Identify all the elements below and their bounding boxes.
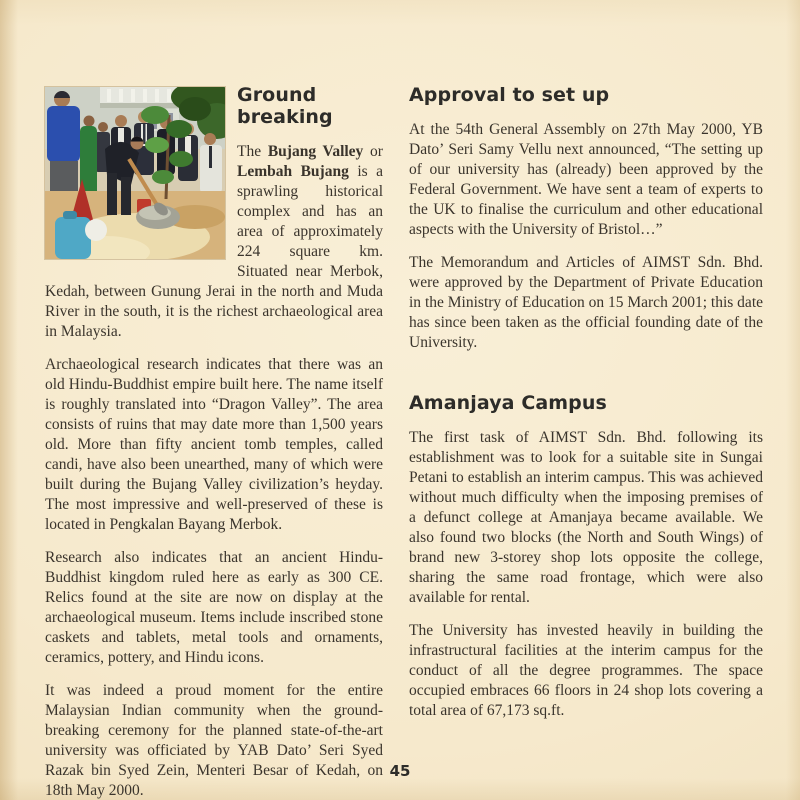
ground-breaking-photo	[45, 87, 225, 259]
ground-breaking-paragraph-1: The Bujang Valley or Lembah Bujang is a sprawling historical complex and has an area of approximately 224 square km. Situated near Merbok, Kedah, between Gunung Jerai in the north and Muda River in the south, it is the richest archaeological area in Malaysia.	[45, 143, 383, 340]
ground-breaking-paragraph-4: It was indeed a proud moment for the entire Malaysian Indian community when the ground-breaking ceremony for the planned state-of-the-art university was officiated by YAB Dato’ Seri Syed Razak bin Syed Zein, Menteri Besar of Kedah, on 18th May 2000.	[45, 682, 383, 799]
two-column-layout	[45, 84, 763, 800]
section-amanjaya-campus	[409, 392, 763, 721]
section-heading-approval-to-set-up: Approval to set up	[409, 84, 610, 106]
ground-breaking-photo-illustration	[45, 87, 225, 259]
section-approval-to-set-up	[409, 84, 763, 353]
right-column	[409, 84, 763, 800]
amanjaya-paragraph-2: The University has invested heavily in building the infrastructural facilities at the interim campus for the conduct of all the degree programmes. The space occupied embraces 66 floors in 24 shop lots covering a total area of 67,173 sq.ft.	[409, 622, 763, 719]
left-column	[45, 84, 383, 800]
ground-breaking-paragraph-3: Research also indicates that an ancient Hindu-Buddhist kingdom ruled here as early as 300 CE. Relics found at the site are now on display at the archaeological museum. Items include inscribed stone caskets and tablets, metal tools and ornaments, ceramics, pottery, and Hindu icons.	[45, 549, 383, 666]
approval-paragraph-1: At the 54th General Assembly on 27th May 2000, YB Dato’ Seri Samy Vellu next announced, “The setting up of our university has (already) been approved by the Federal Government. We have sent a team of experts to the UK to finalise the curriculum and other educational aspects with the University of Bristol…”	[409, 121, 763, 238]
approval-paragraph-2: The Memorandum and Articles of AIMST Sdn. Bhd. were approved by the Department of Private Education in the Ministry of Education on 15 March 2001; this date has since been taken as the official founding date of the University.	[409, 254, 763, 351]
section-heading-ground-breaking: Ground breaking	[237, 84, 333, 128]
section-heading-amanjaya-campus: Amanjaya Campus	[409, 392, 607, 414]
amanjaya-paragraph-1: The first task of AIMST Sdn. Bhd. following its establishment was to look for a suitable site in Sungai Petani to establish an interim campus. This was achieved without much difficulty when the imposing premises of a defunct college at Amanjaya became available. We also found two blocks (the North and South Wings) of brand new 3-storey shop lots opposite the college, sharing the same road frontage, which were also available for rental.	[409, 429, 763, 606]
page-number: 45	[389, 762, 411, 780]
ground-breaking-paragraph-2: Archaeological research indicates that there was an old Hindu-Buddhist empire built here. The name itself is roughly translated into “Dragon Valley”. The area consists of ruins that may date more than 1,500 years old. More than fifty ancient tomb temples, called candi, have also been unearthed, many of which were built during the Bujang Valley civilization’s heyday. The most impressive and well-preserved of these is located in Pengkalan Bayang Merbok.	[45, 356, 383, 533]
